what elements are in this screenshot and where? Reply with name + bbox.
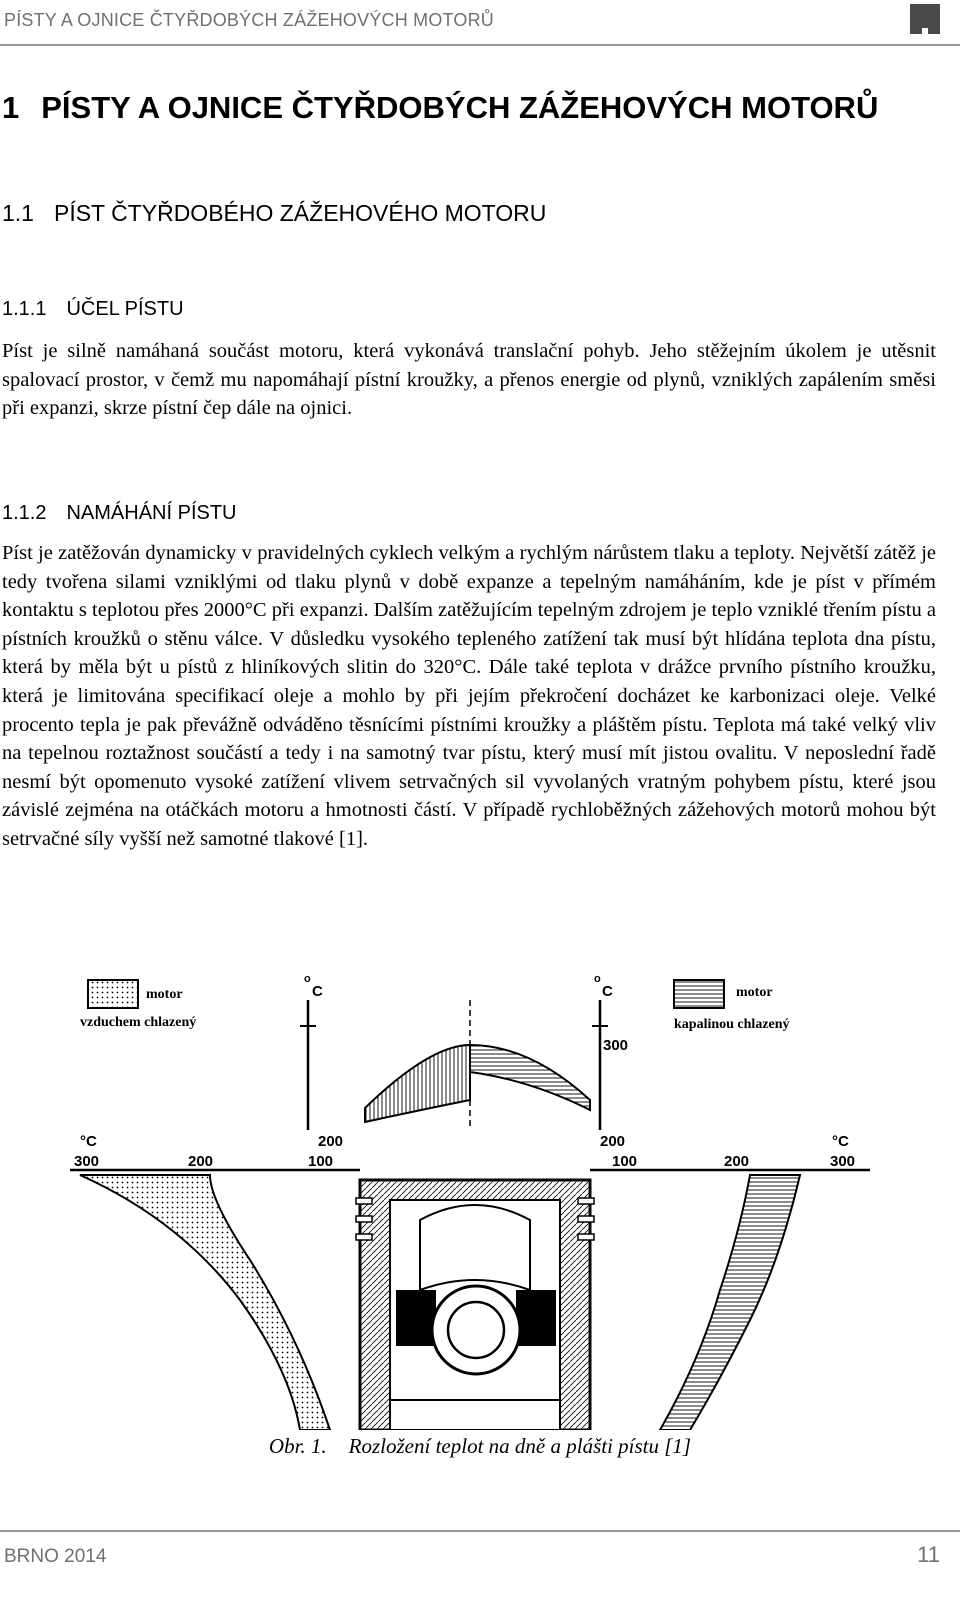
chapter-title: PÍSTY A OJNICE ČTYŘDOBÝCH ZÁŽEHOVÝCH MOTORŮ <box>41 90 879 125</box>
top-axis-right-label-300: 300 <box>603 1037 629 1054</box>
axis-unit-c-top-right: C <box>602 983 613 1000</box>
caption-text: Rozložení teplot na dně a plášti pístu [1] <box>348 1434 692 1458</box>
body-paragraph: Píst je zatěžován dynamicky v pravidelných cyklech velkým a rychlým nárůstem tlaku a teploty. Největší zátěž je tedy tvořena silami vzniklými od tlaku plynů v době expanze a tepelným namáháním, kde je píst v přímém kontaktu s teplotou přes 2000°C při expanzi. Dalším zatěžujícím tepelným zdrojem je teplo vzniklé třením pístu a pístních kroužků o stěnu válce. V důsledku vysokého tepleného zatížení tak musí být hlídána teplota dna pístu, která by měla být u pístů z hliníkových slitin do 320°C. Dále také teplota v drážce prvního pístního kroužku, která je limitována specifikací oleje a mohlo by při jejím překročení docházet ke karbonizaci oleje. Velké procento tepla je pak převážně odváděno těsnícími pístními kroužky a pláštěm pístu. Teplota má také velký vliv na tepelnou roztažnost součástí a tedy i na samotný tvar pístu, který musí mít jistou ovalitu. V neposlední řadě nesmí být opomenuto vysoké zatížení vlivem setrvačných sil vyvolaných vratným pohybem pístu, které jsou závislé zejména na otáčkách motoru a hmotnosti částí. V případě rychloběžných zážehových motorů mohou být setrvačné síly vyšší než samotné tlakové [1]. <box>2 542 936 850</box>
running-header: PÍSTY A OJNICE ČTYŘDOBÝCH ZÁŽEHOVÝCH MOTORŮ <box>4 10 495 30</box>
header-rule <box>0 44 960 46</box>
top-axis-right-label-100: 100 <box>612 1153 638 1170</box>
piston-temperature-figure <box>60 960 880 1430</box>
footer-rule <box>0 1530 960 1532</box>
top-axis-left-label-200: 200 <box>318 1133 344 1150</box>
section-heading <box>2 200 546 227</box>
skirt-temperature-band-air <box>80 1175 330 1430</box>
left-axis-label-300: 300 <box>74 1153 100 1170</box>
chapter-number: 1 <box>2 90 20 125</box>
body-paragraph: Píst je silně namáhaná součást motoru, která vykonává translační pohyb. Jeho stěžejním úkolem je utěsnit spalovací prostor, v čemž mu napomáhají pístní kroužky, a přenos energie od plynů, vzniklých zapálením směsi při expanzi, skrze pístní čep dále na ojnici. <box>2 340 936 420</box>
legend-left-line2: vzduchem chlazený <box>80 1015 197 1030</box>
section-title: PÍST ČTYŘDOBÉHO ZÁŽEHOVÉHO MOTORU <box>53 200 547 226</box>
right-axis-unit: °C <box>832 1133 849 1150</box>
legend-right-line2: kapalinou chlazený <box>674 1017 790 1032</box>
section-number: 1.1 <box>2 200 34 226</box>
piston-cross-section <box>356 1180 594 1430</box>
pin-boss-left <box>396 1290 436 1346</box>
institution-logo-icon <box>910 4 940 34</box>
legend-swatch-liquid <box>674 980 724 1008</box>
chapter-heading <box>2 90 878 126</box>
right-axis-label-300: 300 <box>830 1153 856 1170</box>
subsection-heading <box>2 298 184 321</box>
legend-left-line1: motor <box>146 987 183 1002</box>
piston-temperature-diagram <box>60 960 880 1430</box>
crown-temperature-band-air <box>365 1045 470 1122</box>
subsection-title: NAMÁHÁNÍ PÍSTU <box>66 502 237 524</box>
legend-right-line1: motor <box>736 985 773 1000</box>
skirt-temperature-band-liquid <box>660 1175 800 1430</box>
subsection-number: 1.1.1 <box>2 298 47 320</box>
pin-boss-right <box>516 1290 556 1346</box>
axis-unit-c-top-left: C <box>312 983 323 1000</box>
left-axis-unit: °C <box>80 1133 97 1150</box>
legend-swatch-air <box>88 980 138 1008</box>
caption-label: Obr. 1. <box>268 1434 327 1458</box>
top-axis-right-label-200: 200 <box>600 1133 626 1150</box>
subsection-number: 1.1.2 <box>2 502 47 524</box>
axis-unit-o-top-left: o <box>304 973 311 985</box>
figure-caption <box>0 1434 960 1459</box>
left-axis-label-200: 200 <box>188 1153 214 1170</box>
axis-unit-o-top-right: o <box>594 973 601 985</box>
crown-temperature-band-liquid <box>470 1045 590 1110</box>
top-axis-left-label-100: 100 <box>308 1153 334 1170</box>
footer-location-year: BRNO 2014 <box>4 1546 107 1567</box>
subsection-heading <box>2 502 237 525</box>
subsection-title: ÚČEL PÍSTU <box>66 298 184 320</box>
page-number: 11 <box>917 1542 940 1567</box>
right-axis-label-200: 200 <box>724 1153 750 1170</box>
